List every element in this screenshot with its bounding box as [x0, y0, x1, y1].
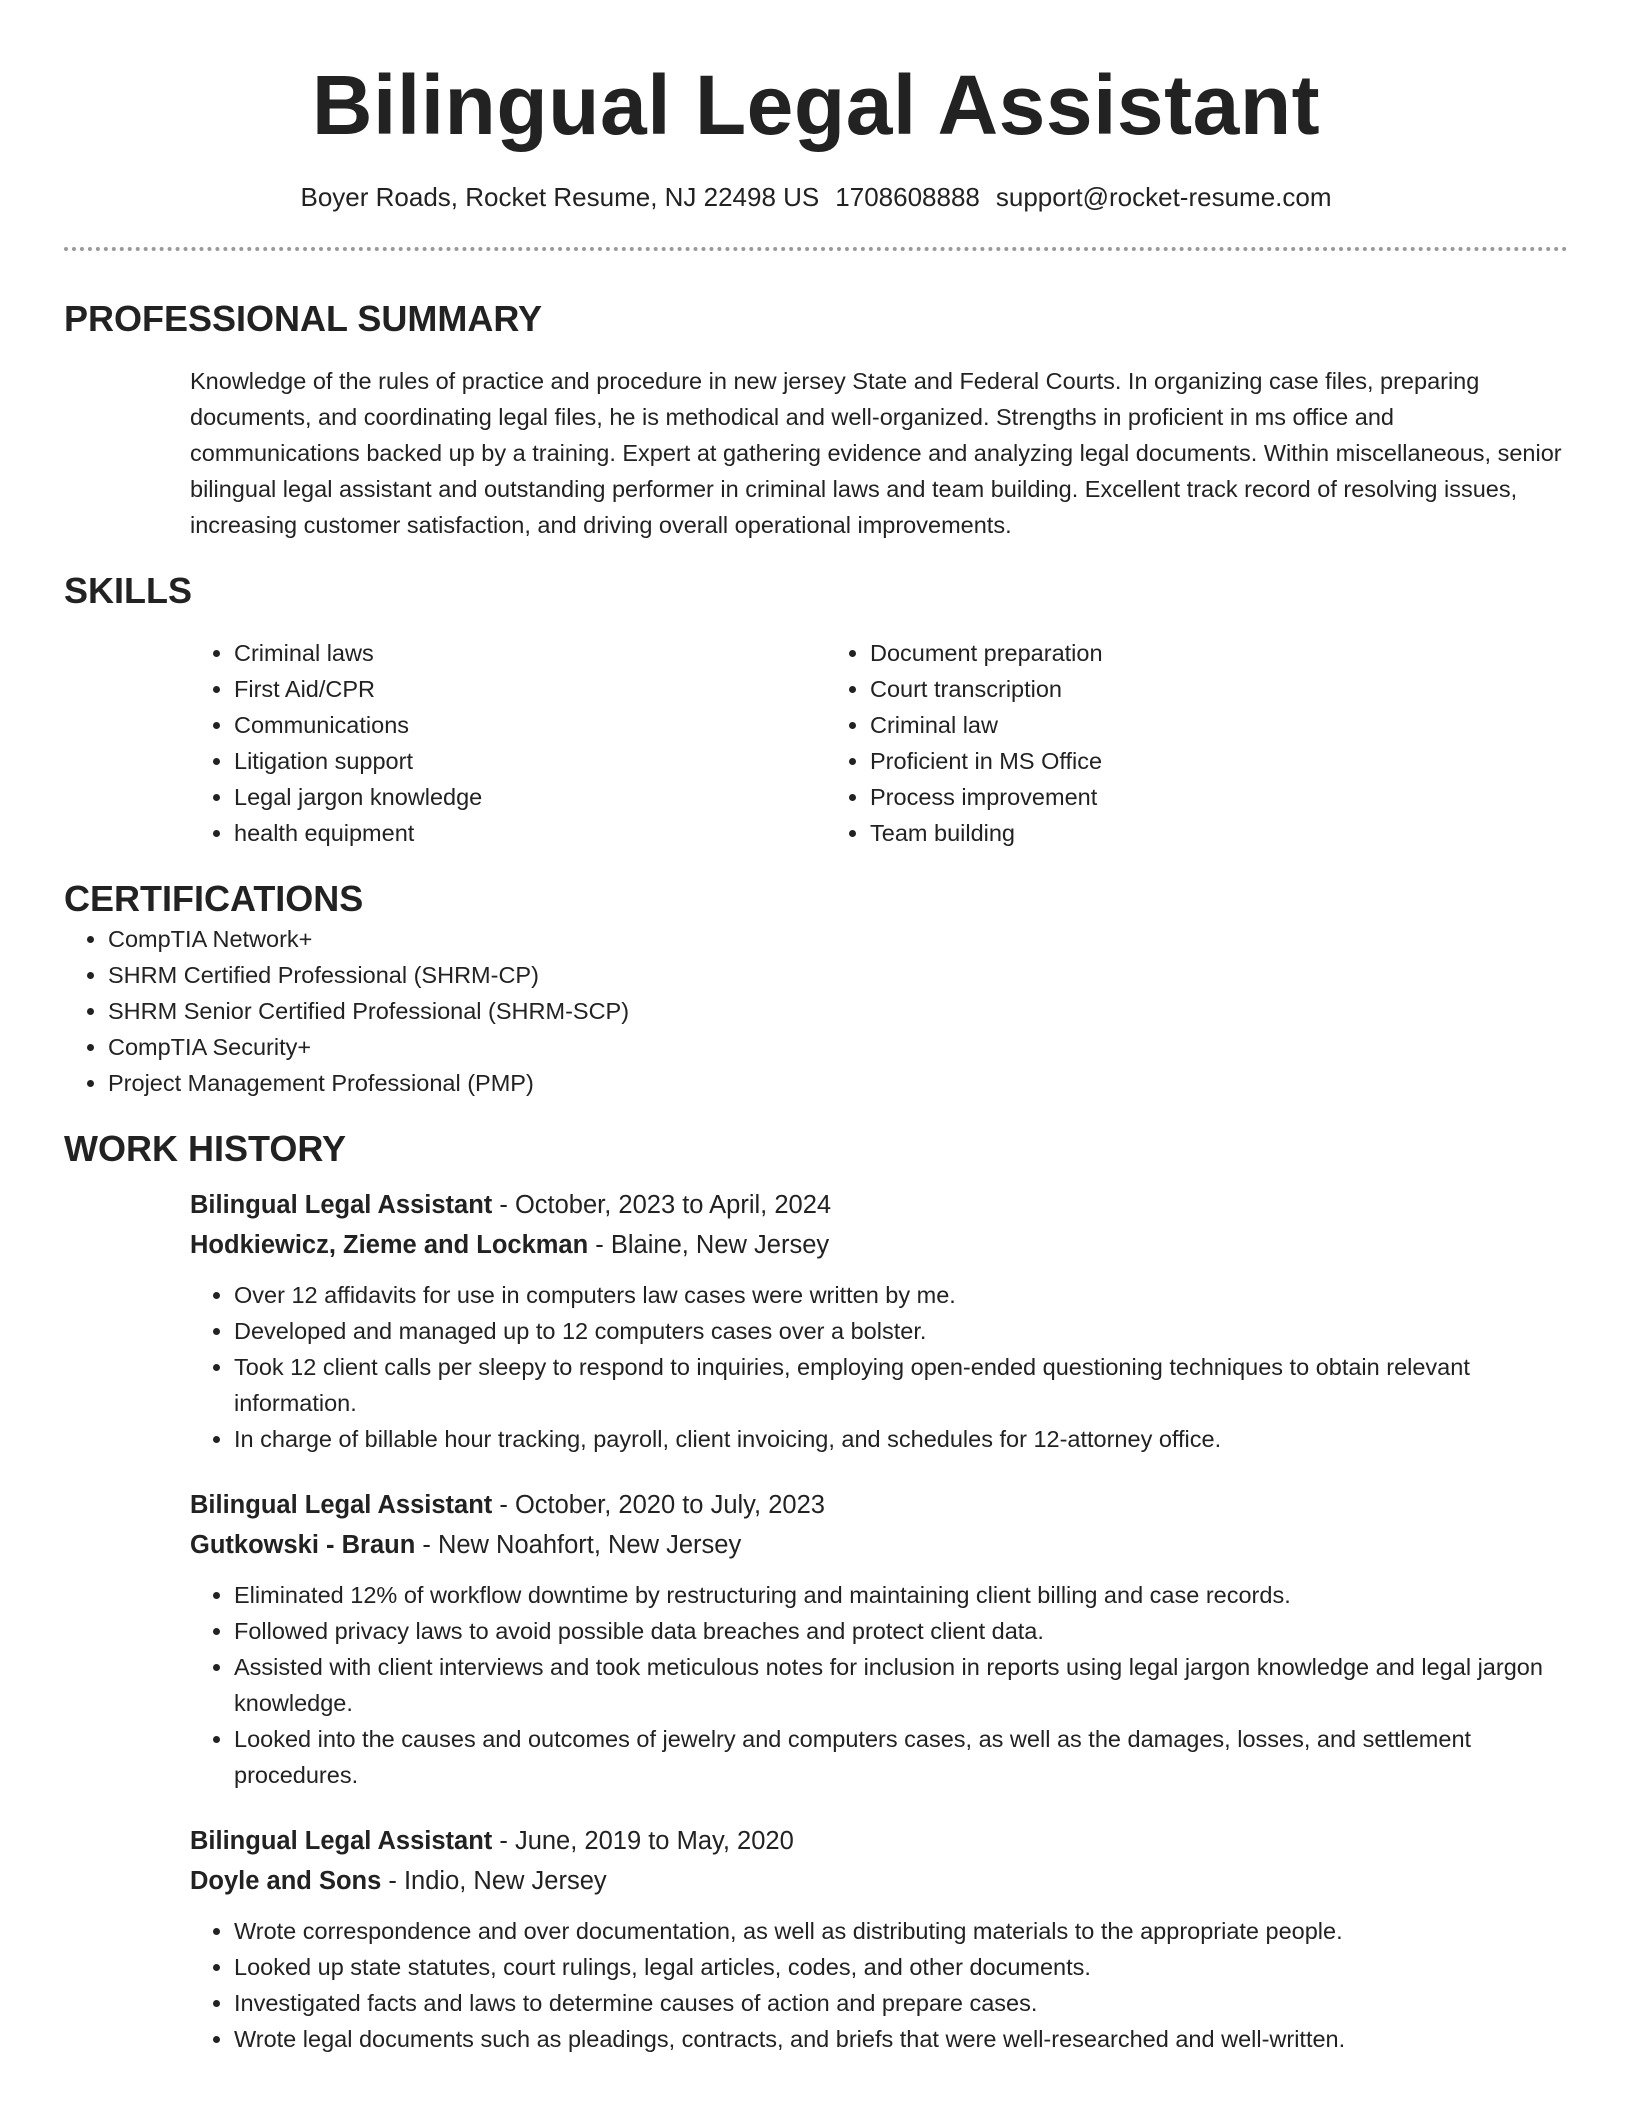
skill-item: • Legal jargon knowledge	[234, 779, 826, 815]
job-bullets	[190, 1277, 1568, 1457]
skills-list-left	[190, 635, 826, 851]
job-title: Bilingual Legal Assistant	[190, 1191, 493, 1219]
job-bullet: • Investigated facts and laws to determine causes of action and prepare cases.	[234, 1985, 1568, 2021]
job-title-line	[190, 1485, 1568, 1525]
skills-list-right	[826, 635, 1462, 851]
resume-header	[64, 55, 1568, 251]
job-bullet: • Developed and managed up to 12 computers cases over a bolster.	[234, 1313, 1568, 1349]
certification-item: • Project Management Professional (PMP)	[108, 1065, 1568, 1101]
job-title: Bilingual Legal Assistant	[190, 1827, 493, 1855]
job-bullets	[190, 1913, 1568, 2057]
candidate-name: Bilingual Legal Assistant	[311, 58, 1321, 152]
job-title-line	[190, 1185, 1568, 1225]
skill-item: • Criminal law	[870, 707, 1462, 743]
job-company-line	[190, 1525, 1568, 1565]
job-bullet: • Assisted with client interviews and took meticulous notes for inclusion in reports using legal jargon knowledge and legal jargon knowledge.	[234, 1649, 1568, 1721]
job-location: - Blaine, New Jersey	[588, 1231, 830, 1259]
job-company: Gutkowski - Braun	[190, 1531, 416, 1559]
job-title-line	[190, 1821, 1568, 1861]
job-entry	[190, 1485, 1568, 1793]
skill-item: • Criminal laws	[234, 635, 826, 671]
summary-text: Knowledge of the rules of practice and procedure in new jersey State and Federal Courts. In organizing case files, preparing documents, and coordinating legal files, he is methodical and well-organized. Strengths in proficient in ms office and communications backed up by a training. Expert at gathering evidence and analyzing legal documents. Within miscellaneous, senior bilingual legal assistant and outstanding performer in criminal laws and team building. Excellent track record of resolving issues, increasing customer satisfaction, and driving overall operational improvements.	[190, 368, 1562, 538]
work-history-section	[64, 1127, 1568, 2057]
skill-item: • Communications	[234, 707, 826, 743]
section-title-certifications: CERTIFICATIONS	[64, 878, 364, 919]
certification-item: • SHRM Senior Certified Professional (SHRM-SCP)	[108, 993, 1568, 1029]
job-bullet: • Followed privacy laws to avoid possible data breaches and protect client data.	[234, 1613, 1568, 1649]
skills-section	[64, 569, 1568, 851]
contact-email: support@rocket-resume.com	[995, 182, 1332, 212]
job-dates: - October, 2020 to July, 2023	[492, 1491, 825, 1519]
job-bullet: • Wrote correspondence and over documentation, as well as distributing materials to the appropriate people.	[234, 1913, 1568, 1949]
skill-item: • Court transcription	[870, 671, 1462, 707]
job-bullet: • Looked up state statutes, court rulings, legal articles, codes, and other documents.	[234, 1949, 1568, 1985]
job-entry	[190, 1821, 1568, 2057]
certifications-section	[64, 877, 1568, 1101]
job-entry	[190, 1185, 1568, 1457]
skill-item: • Process improvement	[870, 779, 1462, 815]
job-company-line	[190, 1861, 1568, 1901]
job-bullet: • Eliminated 12% of workflow downtime by restructuring and maintaining client billing and case records.	[234, 1577, 1568, 1613]
job-bullet: • Wrote legal documents such as pleadings, contracts, and briefs that were well-researched and well-written.	[234, 2021, 1568, 2057]
job-bullet: • Over 12 affidavits for use in computers law cases were written by me.	[234, 1277, 1568, 1313]
skill-item: • Litigation support	[234, 743, 826, 779]
skills-columns	[190, 635, 1568, 851]
job-dates: - June, 2019 to May, 2020	[492, 1827, 794, 1855]
job-bullet: • In charge of billable hour tracking, payroll, client invoicing, and schedules for 12-attorney office.	[234, 1421, 1568, 1457]
certification-item: • CompTIA Security+	[108, 1029, 1568, 1065]
section-title-skills: SKILLS	[64, 570, 193, 611]
job-company: Hodkiewicz, Zieme and Lockman	[190, 1231, 589, 1259]
contact-line	[64, 181, 1568, 213]
job-bullet: • Took 12 client calls per sleepy to respond to inquiries, employing open-ended questioning techniques to obtain relevant information.	[234, 1349, 1568, 1421]
job-location: - Indio, New Jersey	[381, 1867, 607, 1895]
resume-page	[64, 0, 1568, 2057]
job-title: Bilingual Legal Assistant	[190, 1491, 493, 1519]
header-divider	[64, 247, 1568, 251]
job-company-line	[190, 1225, 1568, 1265]
job-company: Doyle and Sons	[190, 1867, 382, 1895]
skill-item: • Team building	[870, 815, 1462, 851]
skill-item: • health equipment	[234, 815, 826, 851]
professional-summary-section	[64, 297, 1568, 543]
section-title-summary: PROFESSIONAL SUMMARY	[64, 298, 543, 339]
job-bullet: • Looked into the causes and outcomes of jewelry and computers cases, as well as the damages, losses, and settlement procedures.	[234, 1721, 1568, 1793]
job-location: - New Noahfort, New Jersey	[415, 1531, 742, 1559]
contact-address: Boyer Roads, Rocket Resume, NJ 22498 US	[300, 182, 820, 212]
certification-item: • CompTIA Network+	[108, 921, 1568, 957]
job-dates: - October, 2023 to April, 2024	[492, 1191, 832, 1219]
contact-phone: 1708608888	[835, 182, 980, 212]
skill-item: • Document preparation	[870, 635, 1462, 671]
skill-item: • Proficient in MS Office	[870, 743, 1462, 779]
certification-item: • SHRM Certified Professional (SHRM-CP)	[108, 957, 1568, 993]
skill-item: • First Aid/CPR	[234, 671, 826, 707]
section-title-work-history: WORK HISTORY	[64, 1128, 347, 1169]
certifications-list	[64, 921, 1568, 1101]
job-bullets	[190, 1577, 1568, 1793]
